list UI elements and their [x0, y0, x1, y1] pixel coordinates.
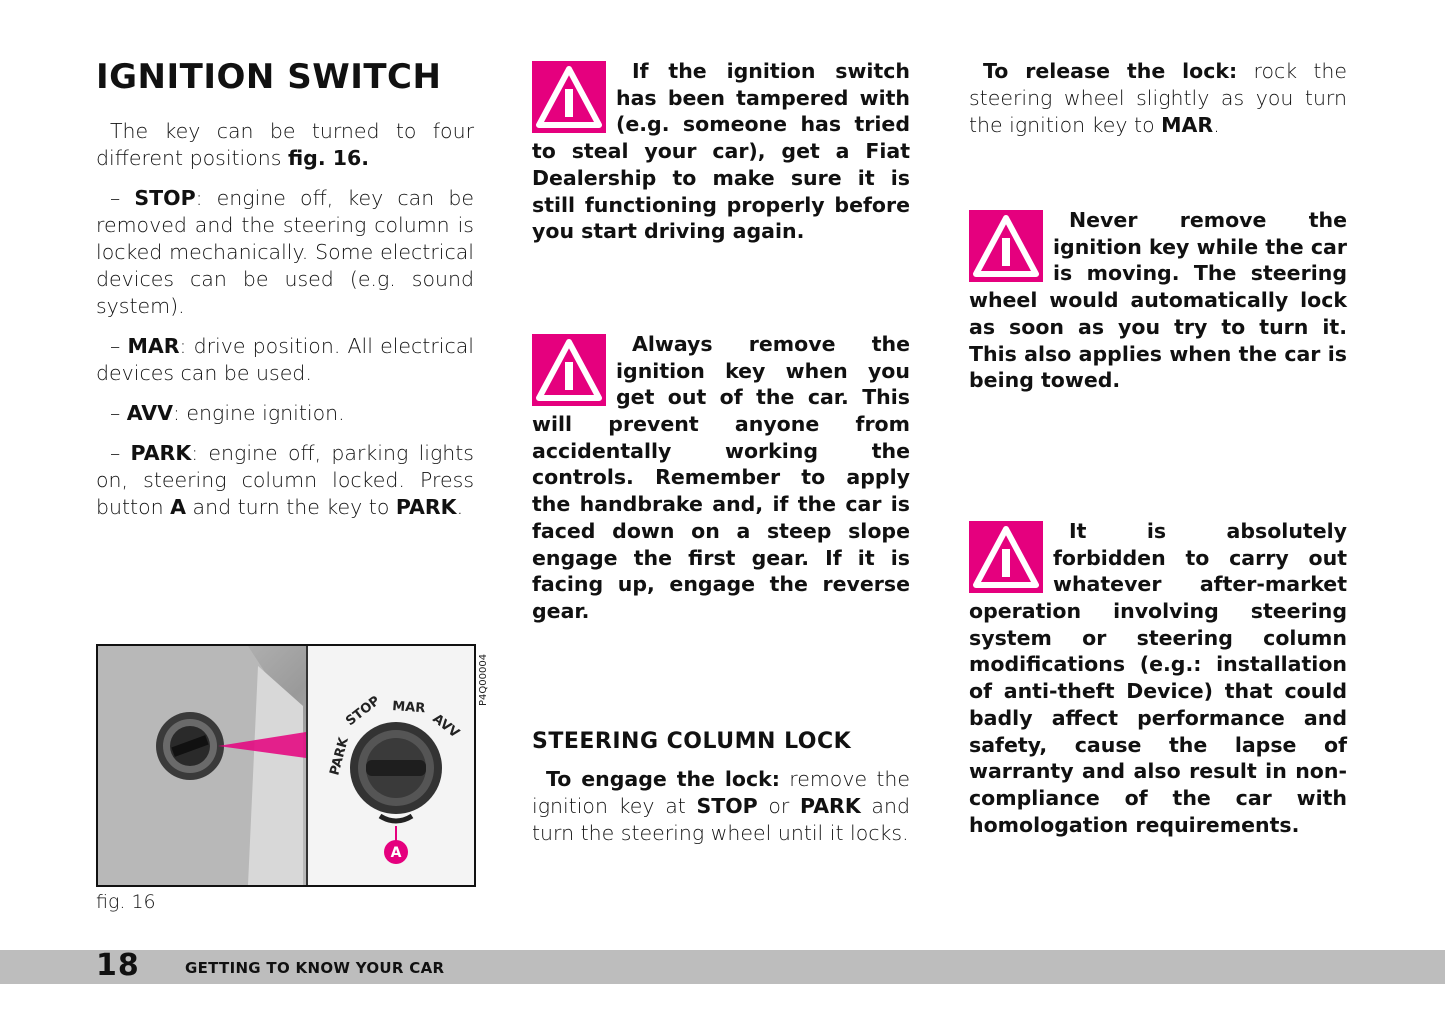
mar-text: : drive position. All electrical devices can be used.: [96, 334, 474, 385]
avv-label: AVV: [126, 401, 173, 425]
release-end: .: [1213, 113, 1220, 137]
steering-lock-section: [532, 729, 910, 847]
page-number: 18: [96, 948, 140, 983]
park-paragraph: – PARK: engine off, parking lights on, steering column locked. Press button A and turn the key to PARK.: [96, 441, 474, 519]
park-label: PARK: [130, 441, 192, 465]
mar-paragraph: – MAR: drive position. All electrical devices can be used.: [96, 334, 474, 385]
ignition-dial-diagram: [308, 646, 474, 885]
intro-fig-ref: fig. 16.: [287, 146, 370, 170]
warning-text-1: If the ignition switch has been tampered with (e.g. someone has tried to steal your car), get a Fiat Dealership to make sure it is still functioning properly before you start driving again.: [532, 59, 910, 244]
fig-photo-panel: [98, 646, 308, 885]
warning-triangle-icon: [532, 61, 606, 133]
page-title: IGNITION SWITCH: [96, 57, 442, 97]
warning-text-2: Always remove the ignition key when you get out of the car. This will prevent anyone from accidentally working the controls. Remember to apply the handbrake and, if the car is faced down on a steep slope engage the first gear. If it is facing up, engage the reverse gear.: [532, 331, 910, 623]
dial-label-avv: AVV: [429, 711, 462, 742]
section-name: GETTING TO KNOW YOUR CAR: [185, 959, 445, 977]
dial-label-stop: STOP: [343, 693, 384, 730]
intro-text: The key can be turned to four different positions: [96, 119, 474, 170]
avv-text: : engine ignition.: [173, 401, 345, 425]
park-button-ref: A: [170, 495, 187, 519]
park-label-2: PARK: [395, 495, 457, 519]
dial-label-mar: MAR: [391, 699, 426, 717]
engage-or: or: [757, 793, 801, 818]
mar-label: MAR: [127, 334, 180, 358]
release-label: To release the lock:: [983, 59, 1238, 83]
warning-block-1: [532, 58, 910, 245]
warning-triangle-icon: [532, 334, 606, 406]
stop-label: STOP: [134, 186, 196, 210]
ignition-keyhole-illustration: [98, 646, 306, 885]
engage-text-2: and turn the steering wheel until it locks.: [532, 793, 910, 845]
column-1: [96, 58, 474, 534]
warning-block-4: [969, 518, 1347, 838]
warning-text-4: It is absolutely forbidden to carry out whatever after-market operation involving steering system or steering column modifications (e.g.: installation of anti-theft Device) that could badly affect performance and safety, cause the lapse of warranty and also result in non-compliance of the car with homologation requirements.: [969, 518, 1347, 837]
button-a-label: A: [390, 845, 402, 861]
release-paragraph: [969, 58, 1347, 139]
warning-block-3: [969, 207, 1347, 394]
steering-lock-heading: STEERING COLUMN LOCK: [532, 728, 852, 754]
page-footer: [0, 950, 1445, 984]
warning-triangle-icon: [969, 210, 1043, 282]
stop-text: : engine off, key can be removed and the steering column is locked mechanically. Some electrical devices can be used (e.g. sound system).: [96, 186, 474, 318]
column-2: [532, 58, 910, 860]
park-text-2: and turn the key to: [186, 495, 396, 519]
stop-paragraph: – STOP: engine off, key can be removed and the steering column is locked mechanically. Some electrical devices can be used (e.g. sound system).: [96, 186, 474, 318]
intro-paragraph: [96, 118, 474, 172]
park-text-3: .: [456, 495, 464, 519]
warning-triangle-icon: [969, 521, 1043, 593]
engage-label: To engage the lock:: [546, 766, 780, 791]
column-3: [969, 58, 1347, 838]
figure-ignition-switch: [96, 644, 476, 887]
release-mar: MAR: [1161, 113, 1214, 137]
warning-text-3: Never remove the ignition key while the car is moving. The steering wheel would automatically lock as soon as you try to turn it. This also applies when the car is being towed.: [969, 208, 1347, 393]
release-text: rock the steering wheel slightly as you turn the ignition key to: [969, 59, 1348, 137]
figure-code: P4Q00004: [478, 653, 489, 706]
warning-block-2: [532, 331, 910, 625]
engage-stop: STOP: [696, 793, 758, 818]
dial-label-park: PARK: [327, 735, 352, 778]
engage-park: PARK: [800, 793, 861, 818]
engage-paragraph: [532, 766, 910, 847]
figure-caption: fig. 16: [96, 891, 156, 913]
avv-paragraph: – AVV: engine ignition.: [110, 401, 345, 425]
park-text-1: : engine off, parking lights on, steering column locked. Press button: [96, 441, 474, 519]
engage-text-1: remove the ignition key at: [532, 766, 910, 818]
fig-diagram-panel: [308, 646, 474, 885]
